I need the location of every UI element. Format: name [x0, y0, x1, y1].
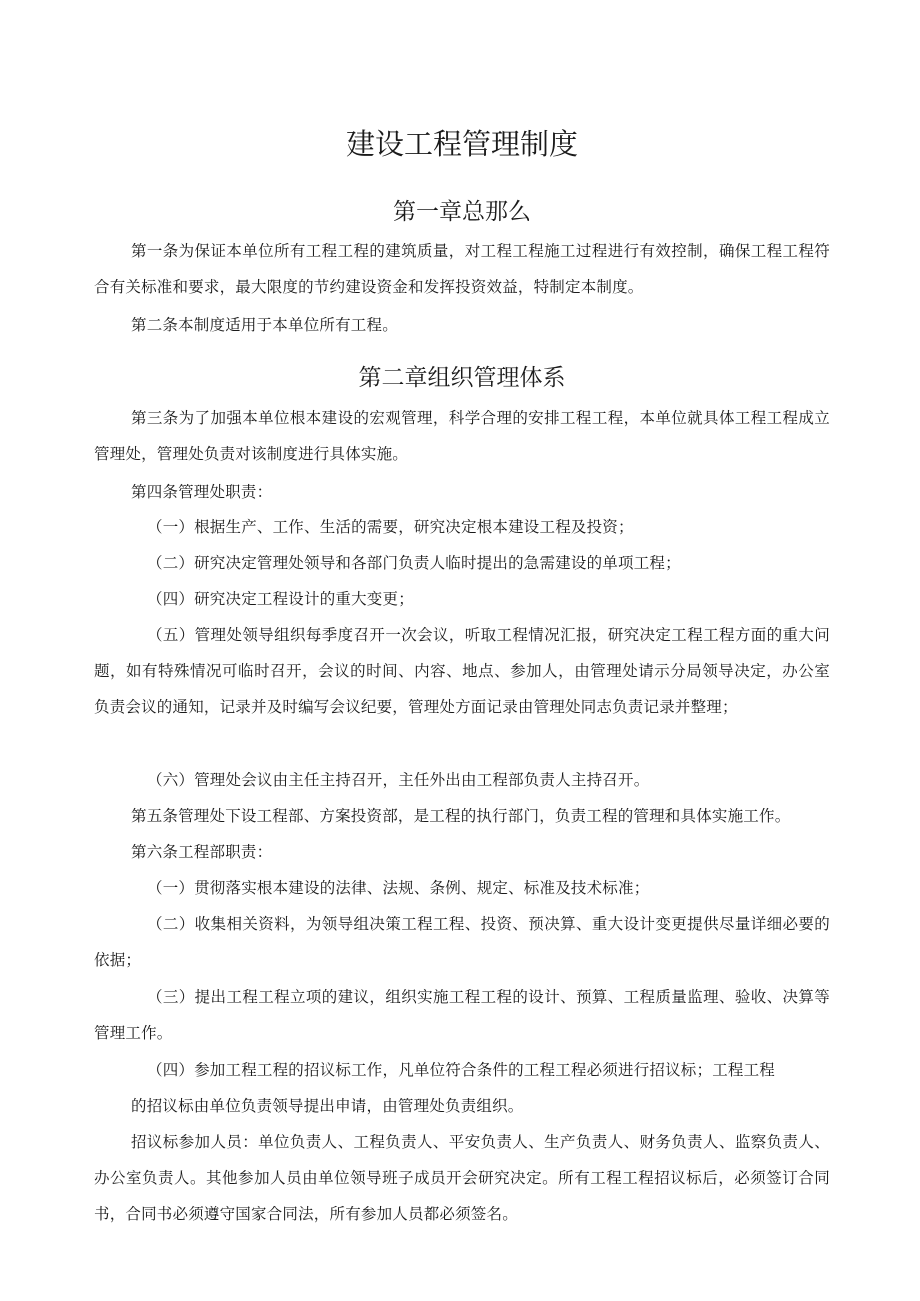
article-2-paragraph: 第二条本制度适用于本单位所有工程。	[131, 316, 398, 334]
article-6-item-4-line-2: 的招议标由单位负责领导提出申请，由管理处负责组织。	[131, 1097, 524, 1115]
article-4-item-6: （六）管理处会议由主任主持召开，主任外出由工程部负责人主持召开。	[147, 771, 650, 789]
article-6-item-3: （三）提出工程工程立项的建议，组织实施工程工程的设计、预算、工程质量监理、验收、决算等管理工作。	[94, 988, 830, 1042]
article-6-item-2: （二）收集相关资料，为领导组决策工程工程、投资、预决算、重大设计变更提供尽量详细必要的依据；	[94, 915, 830, 969]
article-4-heading: 第四条管理处职责：	[131, 483, 273, 501]
article-4-item-2: （二）研究决定管理处领导和各部门负责人临时提出的急需建设的单项工程；	[147, 554, 681, 572]
bidding-participants-paragraph: 招议标参加人员：单位负责人、工程负责人、平安负责人、生产负责人、财务负责人、监察负责人、办公室负责人。其他参加人员由单位领导班子成员开会研究决定。所有工程工程招议标后，必须签订合同书，合同书必须遵守国家合同法，所有参加人员都必须签名。	[94, 1133, 830, 1223]
article-5-paragraph: 第五条管理处下设工程部、方案投资部，是工程的执行部门，负责工程的管理和具体实施工作。	[131, 807, 791, 825]
article-4-item-4: （四）研究决定工程设计的重大变更；	[147, 590, 414, 608]
article-1-paragraph: 第一条为保证本单位所有工程工程的建筑质量，对工程工程施工过程进行有效控制，确保工程工程符合有关标准和要求，最大限度的节约建设资金和发挥投资效益，特制定本制度。	[94, 242, 830, 296]
document-title: 建设工程管理制度	[345, 127, 578, 161]
article-6-item-4-line-1: （四）参加工程工程的招议标工作，凡单位符合条件的工程工程必须进行招议标；工程工程	[147, 1061, 776, 1079]
article-6-heading: 第六条工程部职责：	[131, 843, 273, 861]
article-6-item-1: （一）贯彻落实根本建设的法律、法规、条例、规定、标准及技术标准；	[147, 879, 650, 897]
article-4-item-1: （一）根据生产、工作、生活的需要，研究决定根本建设工程及投资；	[147, 518, 634, 536]
article-4-item-5: （五）管理处领导组织每季度召开一次会议，听取工程情况汇报，研究决定工程工程方面的重大问题，如有特殊情况可临时召开，会议的时间、内容、地点、参加人，由管理处请示分局领导决定，办公室负责会议的通知，记录并及时编写会议纪要，管理处方面记录由管理处同志负责记录并整理；	[94, 626, 830, 716]
article-3-paragraph: 第三条为了加强本单位根本建设的宏观管理，科学合理的安排工程工程，本单位就具体工程工程成立管理处，管理处负责对该制度进行具体实施。	[94, 409, 830, 463]
chapter-2-heading: 第二章组织管理体系	[358, 365, 566, 391]
chapter-1-heading: 第一章总那么	[393, 199, 531, 225]
